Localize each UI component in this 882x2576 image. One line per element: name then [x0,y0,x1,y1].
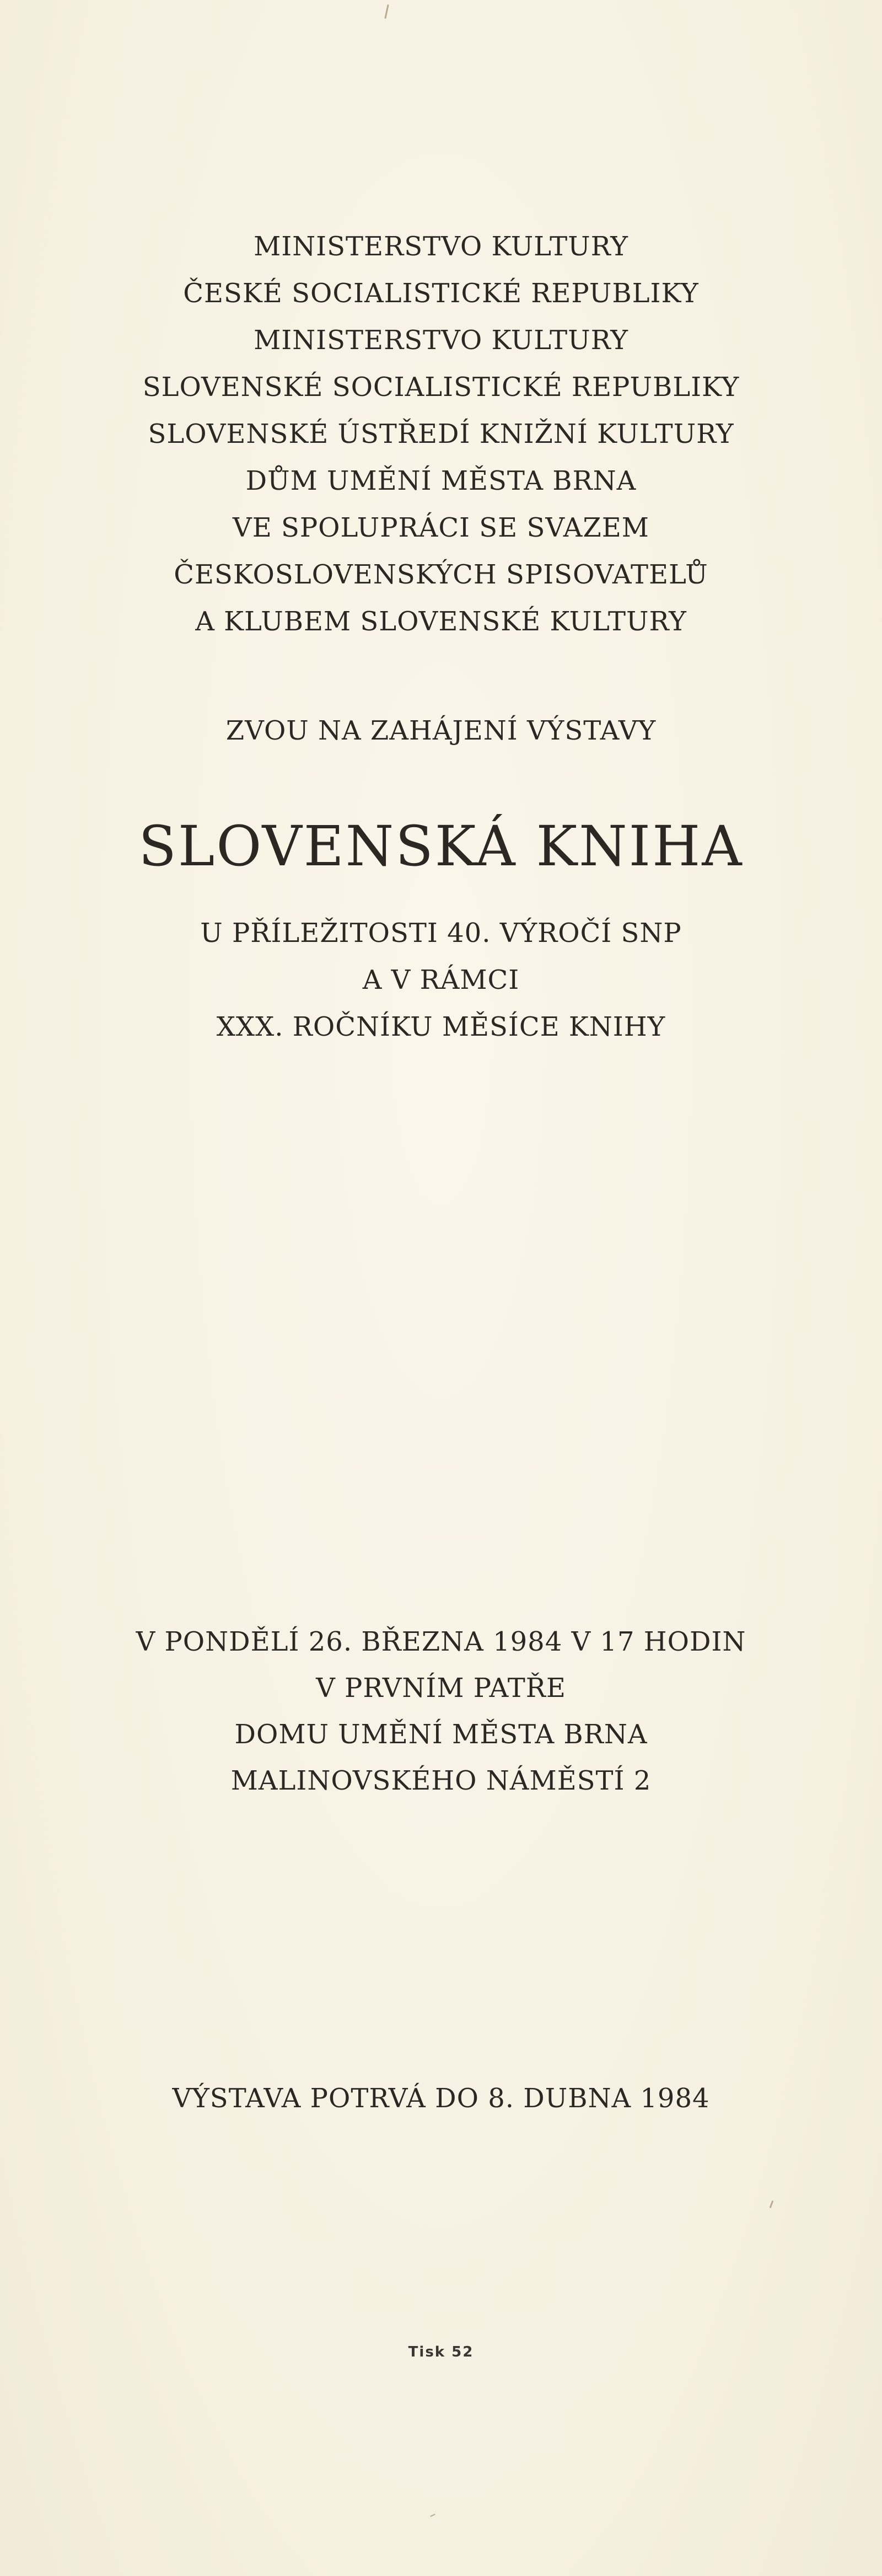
occasion-block [0,910,882,1051]
paper-speck [430,2514,435,2517]
paper-speck [770,2200,774,2208]
organizers-block [0,223,882,645]
invitation-line: ZVOU NA ZAHÁJENÍ VÝSTAVY [225,715,657,746]
venue-address-line: MALINOVSKÉHO NÁMĚSTÍ 2 [230,1765,652,1796]
date-venue-block [0,1619,882,1804]
duration-line: VÝSTAVA POTRVÁ DO 8. DUBNA 1984 [172,2083,710,2114]
organizer-line: MINISTERSTVO KULTURY [254,325,628,356]
venue-name-line: DOMU UMĚNÍ MĚSTA BRNA [234,1719,648,1750]
organizer-line: SLOVENSKÉ SOCIALISTICKÉ REPUBLIKY [142,372,740,403]
occasion-line: A V RÁMCI [362,965,520,995]
venue-floor-line: V PRVNÍM PATŘE [316,1673,566,1704]
organizer-line: MINISTERSTVO KULTURY [254,231,628,262]
print-number-block [0,2341,882,2363]
organizer-line: VE SPOLUPRÁCI SE SVAZEM [233,512,649,543]
organizer-line: ČESKÉ SOCIALISTICKÉ REPUBLIKY [183,278,699,309]
organizer-line: SLOVENSKÉ ÚSTŘEDÍ KNIŽNÍ KULTURY [148,419,734,449]
exhibition-title-block [0,811,882,882]
exhibition-title: SLOVENSKÁ KNIHA [138,814,744,879]
date-time-line: V PONDĚLÍ 26. BŘEZNA 1984 V 17 HODIN [136,1626,746,1657]
invitation-line-block [0,711,882,750]
occasion-line: U PŘÍLEŽITOSTI 40. VÝROČÍ SNP [200,918,682,949]
organizer-line: DŮM UMĚNÍ MĚSTA BRNA [245,465,637,496]
occasion-line: XXX. ROČNÍKU MĚSÍCE KNIHY [216,1011,666,1042]
print-number: Tisk 52 [408,2344,474,2360]
duration-block [0,2079,882,2118]
organizer-line: ČESKOSLOVENSKÝCH SPISOVATELŮ [174,559,708,590]
organizer-line: A KLUBEM SLOVENSKÉ KULTURY [195,606,687,637]
paper-speck [384,4,389,19]
